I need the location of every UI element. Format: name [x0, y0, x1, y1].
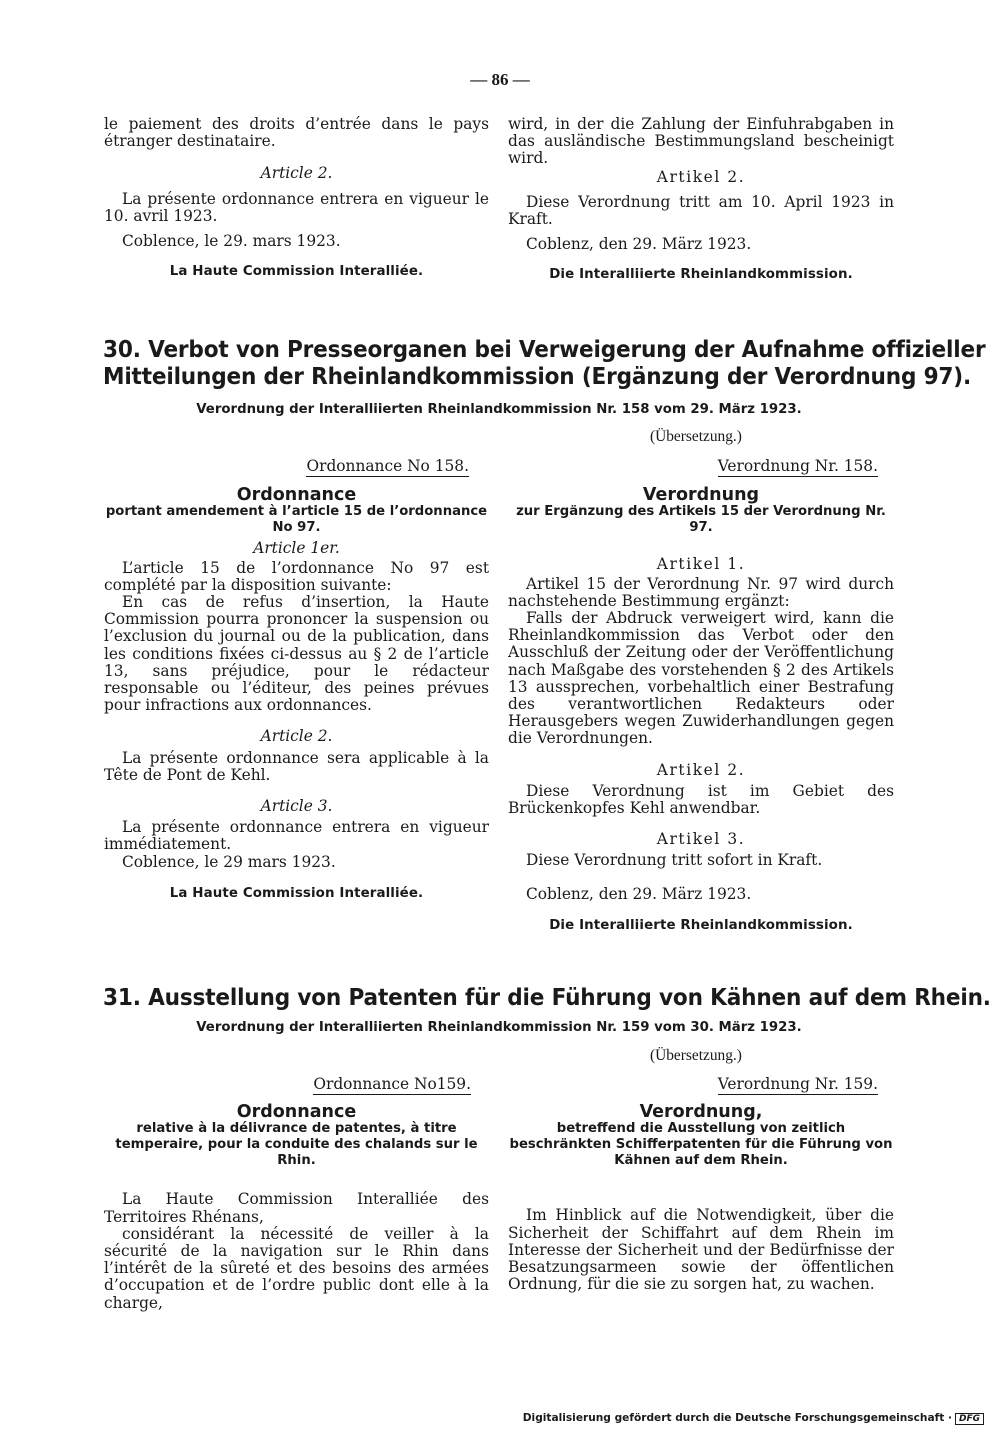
top-left-paragraph: le paiement des droits d’entrée dans le pays étranger destinataire. [104, 115, 489, 151]
top-right-paragraph: wird, in der die Zahlung der Einfuhrabgaben in das ausländische Bestimmungsland bescheinigt wird. [508, 115, 894, 168]
section30-subtitle: Verordnung der Interalliierten Rheinlandkommission Nr. 158 vom 29. März 1923. [196, 402, 802, 417]
top-left-article2-text: La présente ordonnance entrera en vigueur le 10. avril 1923. [104, 189, 489, 225]
section30-right-ord-no: Verordnung Nr. 158. [718, 458, 878, 477]
top-left-place-date: Coblence, le 29. mars 1923. [122, 232, 341, 251]
section31-right-p1: Im Hinblick auf die Notwendigkeit, über die Sicherheit der Schiffahrt auf dem Rhein im Interesse der Sicherheit und der Bedürfnisse der Besatzungsarmeen sowie der öffentlichen Ordnung, für die sie zu sorgen hat, zu wachen. [508, 1206, 894, 1294]
section30-right-article3-heading: Artikel 3. [656, 830, 746, 849]
section30-right-article1-p1: Artikel 15 der Verordnung Nr. 97 wird durch nachstehende Bestimmung ergänzt: [508, 574, 894, 610]
section31-left-ord-no: Ordonnance No159. [313, 1076, 471, 1095]
section30-left-column [104, 458, 489, 902]
section31-left-p2: considérant la nécessité de veiller à la sécurité de la navigation sur le Rhin dans l’intérêt de la sûreté et des besoins des armées d’occupation et de l’ordre public dont elle à la charge, [104, 1224, 489, 1312]
section30-left-signature: La Haute Commission Interalliée. [169, 885, 424, 901]
top-left-column [104, 116, 489, 280]
section31-left-column [104, 1076, 489, 1312]
section30-left-article3-heading: Article 3. [260, 797, 333, 816]
top-left-signature: La Haute Commission Interalliée. [169, 264, 424, 280]
section30-left-article3-text: La présente ordonnance entrera en vigueur immédiatement. [104, 818, 489, 854]
section30-right-subheading: zur Ergänzung des Artikels 15 der Verordnung Nr. 97. [516, 504, 886, 536]
section30-right-signature: Die Interalliierte Rheinlandkommission. [549, 917, 853, 933]
section31-left-subheading: relative à la délivrance de patentes, à titre temperaire, pour la conduite des chalands sur le Rhin. [115, 1121, 478, 1169]
top-right-article2-heading: Artikel 2. [656, 167, 746, 186]
section30-left-article1-p1: L’article 15 de l’ordonnance No 97 est complété par la disposition suivante: [104, 558, 489, 594]
section30-left-article2-heading: Article 2. [260, 727, 333, 746]
section30-left-article1-p2: En cas de refus d’insertion, la Haute Commission pourra prononcer la suspension ou l’exclusion du journal ou de la publication, dans les conditions fixées ci-dessus au § 2 de l’article 13, sans préjudice, pour le rédacteur responsable ou l’éditeur, des peines prévues pour infractions aux ordonnances. [104, 593, 489, 715]
section31-subtitle: Verordnung der Interalliierten Rheinlandkommission Nr. 159 vom 30. März 1923. [196, 1020, 802, 1035]
top-right-column [508, 116, 894, 284]
section31-left-p1: La Haute Commission Interalliée des Territoires Rhénans, [104, 1190, 489, 1226]
dfg-logo: DFG [955, 1413, 984, 1425]
section31-translation-note: (Übersetzung.) [650, 1047, 742, 1064]
section30-right-place-date: Coblenz, den 29. März 1923. [526, 884, 752, 903]
section30-left-ord-no: Ordonnance No 158. [306, 458, 469, 477]
section30-left-article1-heading: Article 1er. [253, 539, 340, 558]
section30-right-column [508, 458, 894, 934]
section30-left-subheading: portant amendement à l’article 15 de l’ordonnance No 97. [105, 504, 488, 536]
section30-title [103, 335, 986, 390]
top-right-article2-text: Diese Verordnung tritt am 10. April 1923 in Kraft. [508, 192, 894, 229]
section30-right-article3-text: Diese Verordnung tritt sofort in Kraft. [526, 851, 823, 870]
section30-right-article2-heading: Artikel 2. [656, 760, 746, 779]
page-number: — 86 — [470, 70, 530, 89]
section31-title: 31. Ausstellung von Patenten für die Führung von Kähnen auf dem Rhein. [103, 983, 991, 1011]
digitization-footer [523, 1412, 984, 1425]
section30-right-article1-heading: Artikel 1. [656, 555, 746, 574]
section30-right-article1-p2: Falls der Abdruck verweigert wird, kann die Rheinlandkommission das Verbot oder den Ausschluß der Zeitung oder der Veröffentlichung nach Maßgabe des vorstehenden § 2 des Artikels 13 aussprechen, vorbehaltlich einer Bestrafung des verantwortlichen Redakteurs oder Herausgebers wegen Zuwiderhandlungen gegen die Verordnungen. [508, 609, 894, 748]
section30-title-line1: 30. Verbot von Presseorganen bei Verweigerung der Aufnahme offizieller [103, 335, 986, 363]
section30-title-line2: Mitteilungen der Rheinlandkommission (Ergänzung der Verordnung 97). [103, 362, 972, 390]
section31-right-ord-no: Verordnung Nr. 159. [718, 1076, 878, 1095]
top-right-place-date: Coblenz, den 29. März 1923. [526, 235, 752, 254]
section30-left-heading: Ordonnance [236, 485, 357, 506]
top-right-signature: Die Interalliierte Rheinlandkommission. [549, 267, 853, 283]
section30-translation-note: (Übersetzung.) [650, 428, 742, 445]
section30-right-article2-text: Diese Verordnung ist im Gebiet des Brückenkopfes Kehl anwendbar. [508, 781, 894, 818]
section31-right-subheading: betreffend die Ausstellung von zeitlich beschränkten Schifferpatenten für die Führung von Kähnen auf dem Rhein. [509, 1121, 893, 1169]
top-left-article2-heading: Article 2. [260, 164, 333, 183]
section30-left-place-date: Coblence, le 29 mars 1923. [122, 852, 336, 871]
section30-left-article2-text: La présente ordonnance sera applicable à la Tête de Pont de Kehl. [104, 748, 489, 784]
section31-left-heading: Ordonnance [236, 1102, 357, 1123]
section30-right-heading: Verordnung [642, 485, 760, 506]
section31-right-heading: Verordnung, [639, 1102, 763, 1123]
section31-right-column [508, 1076, 894, 1293]
footer-text: Digitalisierung gefördert durch die Deutsche Forschungsgemeinschaft · [522, 1412, 952, 1424]
